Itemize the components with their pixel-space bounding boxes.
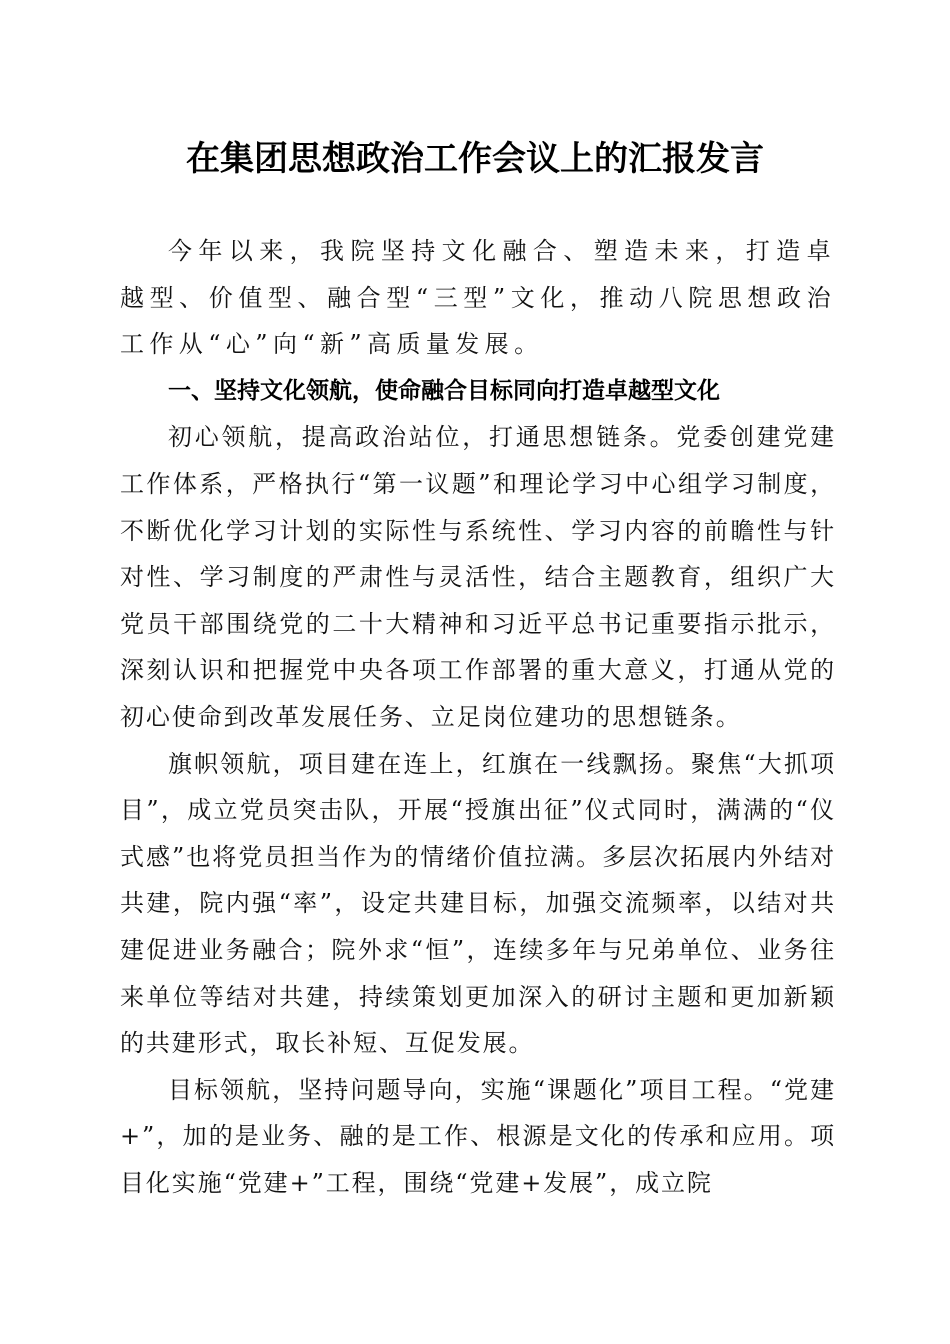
body-paragraph-1: 初心领航，提高政治站位，打通思想链条。党委创建党建工作体系，严格执行“第一议题”和理论学习中心组学习制度，不断优化学习计划的实际性与系统性、学习内容的前瞻性与针对性、学习制度的严肃性与灵活性，结合主题教育，组织广大党员干部围绕党的二十大精神和习近平总书记重要指示批示，深刻认识和把握党中央各项工作部署的重大意义，打通从党的初心使命到改革发展任务、立足岗位建功的思想链条。: [120, 423, 836, 731]
section-heading: 一、坚持文化领航，使命融合目标同向打造卓越型文化: [168, 377, 720, 404]
body-paragraph-3: 目标领航，坚持问题导向，实施“课题化”项目工程。“党建+”，加的是业务、融的是工作、根源是文化的传承和应用。项目化实施“党建+”工程，围绕“党建+发展”，成立院: [120, 1075, 836, 1197]
document-title: 在集团思想政治工作会议上的汇报发言: [186, 139, 764, 179]
intro-paragraph: 今年以来，我院坚持文化融合、塑造未来，打造卓越型、价值型、融合型“三型”文化，推动八院思想政治工作从“心”向“新”高质量发展。: [120, 237, 836, 359]
document-body: [120, 228, 836, 1206]
body-paragraph-2: 旗帜领航，项目建在连上，红旗在一线飘扬。聚焦“大抓项目”，成立党员突击队，开展“授旗出征”仪式同时，满满的“仪式感”也将党员担当作为的情绪价值拉满。多层次拓展内外结对共建，院内强“率”，设定共建目标，加强交流频率，以结对共建促进业务融合；院外求“恒”，连续多年与兄弟单位、业务往来单位等结对共建，持续策划更加深入的研讨主题和更加新颖的共建形式，取长补短、互促发展。: [120, 749, 836, 1058]
